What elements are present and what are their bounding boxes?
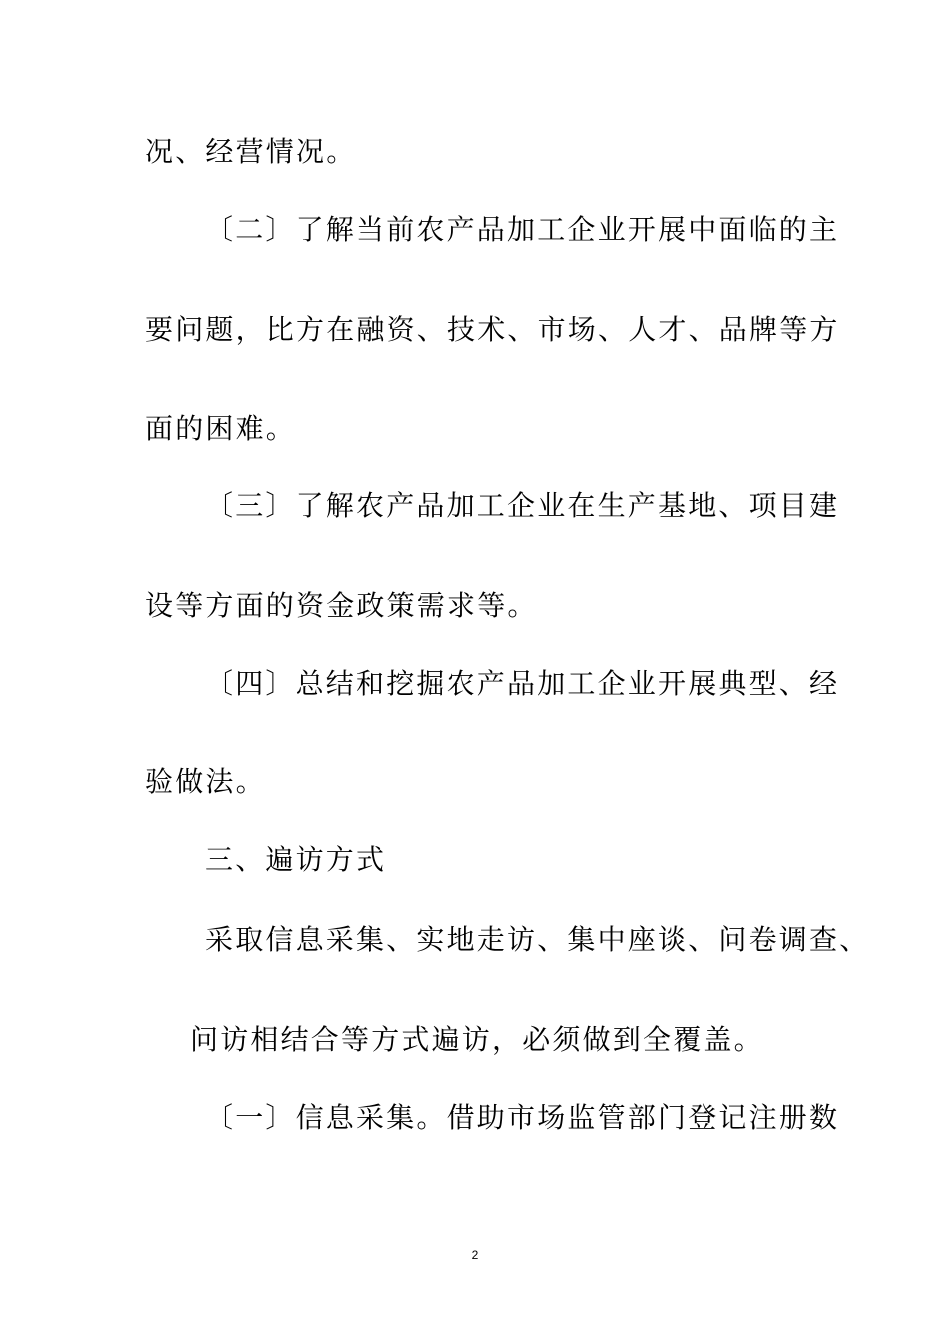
paragraph-line: 要问题，比方在融资、技术、市场、人才、品牌等方 <box>145 313 840 346</box>
paragraph-line: 面的困难。 <box>145 412 297 445</box>
paragraph-line: 设等方面的资金政策需求等。 <box>145 589 538 622</box>
paragraph-line: 〔四〕总结和挖掘农产品加工企业开展典型、经 <box>205 667 840 700</box>
paragraph-line: 验做法。 <box>145 765 266 798</box>
section-heading: 三、遍访方式 <box>205 843 387 876</box>
paragraph-line: 采取信息采集、实地走访、集中座谈、问卷调查、 <box>205 923 870 956</box>
paragraph-line: 问访相结合等方式遍访，必须做到全覆盖。 <box>190 1023 764 1056</box>
paragraph-line: 〔二〕了解当前农产品加工企业开展中面临的主 <box>205 213 840 246</box>
paragraph-line: 〔一〕信息采集。借助市场监管部门登记注册数 <box>205 1101 840 1134</box>
paragraph-line: 况、经营情况。 <box>145 135 357 168</box>
page-number: 2 <box>471 1248 479 1262</box>
paragraph-line: 〔三〕了解农产品加工企业在生产基地、项目建 <box>205 489 840 522</box>
